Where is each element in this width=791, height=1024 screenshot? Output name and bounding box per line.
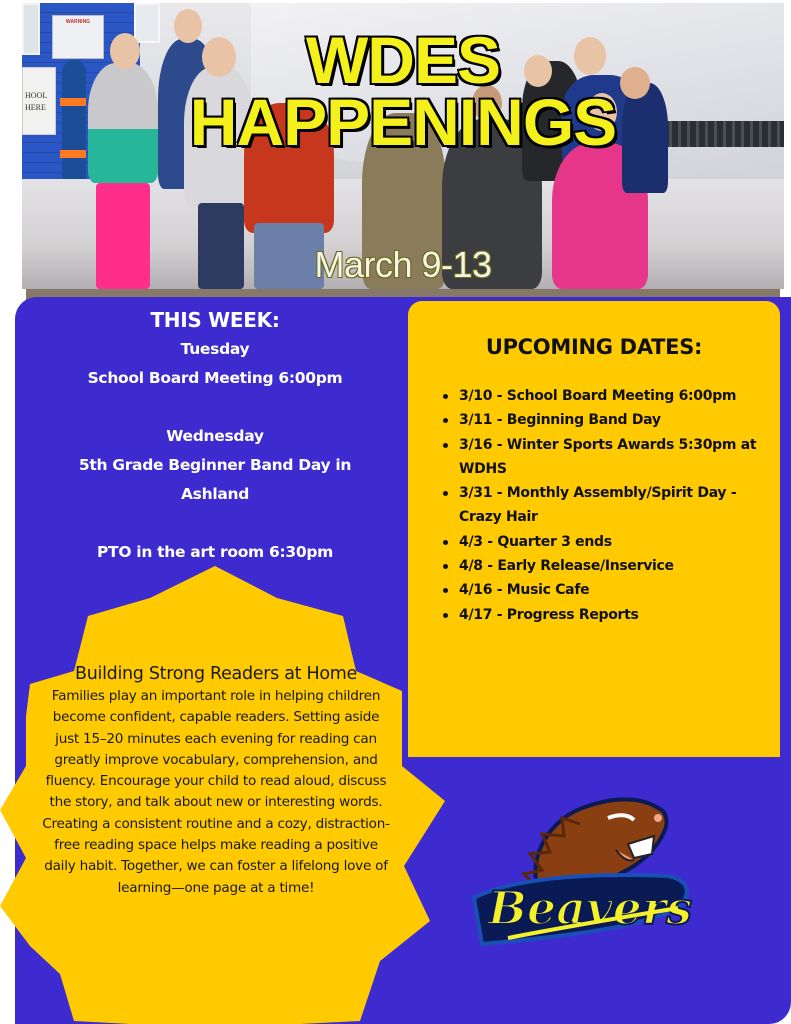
article-body: Families play an important role in helping children become confident, capable readers. Setting aside just 15–20 minutes each evening for reading can greatly improve vocabulary, comprehension, and fluency. Encourage your child to read aloud, discuss the story, and talk about new or interesting words. Creating a consistent routine and a cozy, distraction-free reading space helps make reading a positive daily habit. Together, we can foster a lifelong love of learning—one page at a time! [42, 688, 390, 896]
header-photo [22, 3, 784, 289]
list-item: 3/16 - Winter Sports Awards 5:30pm at WDHS [441, 433, 771, 482]
list-item: 4/16 - Music Cafe [441, 578, 771, 602]
event-day: Tuesday [180, 340, 250, 358]
warning-sign: WARNING [52, 15, 104, 59]
event-day: Wednesday [166, 427, 264, 445]
list-item: 3/11 - Beginning Band Day [441, 408, 771, 432]
upcoming-heading: UPCOMING DATES: [485, 335, 703, 359]
logo-wordmark: Beavers [488, 881, 693, 935]
list-item: 3/31 - Monthly Assembly/Spirit Day - Crazy Hair [441, 481, 771, 530]
title-line-2: HAPPENINGS [189, 85, 617, 159]
event-detail: School Board Meeting 6:00pm [87, 369, 343, 387]
beaver-mascot-icon [468, 788, 696, 948]
this-week-section [15, 305, 415, 567]
this-week-heading: THIS WEEK: [150, 308, 280, 332]
article-title: Building Strong Readers at Home [75, 664, 357, 684]
upcoming-list [441, 384, 771, 627]
upcoming-dates-panel [408, 301, 780, 757]
event-detail: Ashland [180, 485, 250, 503]
school-sign: HOOL HERE [22, 67, 56, 135]
event-extra: PTO in the art room 6:30pm [97, 543, 333, 561]
list-item: 4/3 - Quarter 3 ends [441, 530, 771, 554]
list-item: 4/17 - Progress Reports [441, 603, 771, 627]
date-range: March 9-13 [314, 244, 492, 285]
newsletter-title [22, 23, 784, 159]
event-detail: 5th Grade Beginner Band Day in [78, 456, 352, 474]
title-line-1: WDES [306, 23, 500, 97]
reading-article [40, 662, 392, 899]
list-item: 3/10 - School Board Meeting 6:00pm [441, 384, 771, 408]
list-item: 4/8 - Early Release/Inservice [441, 554, 771, 578]
